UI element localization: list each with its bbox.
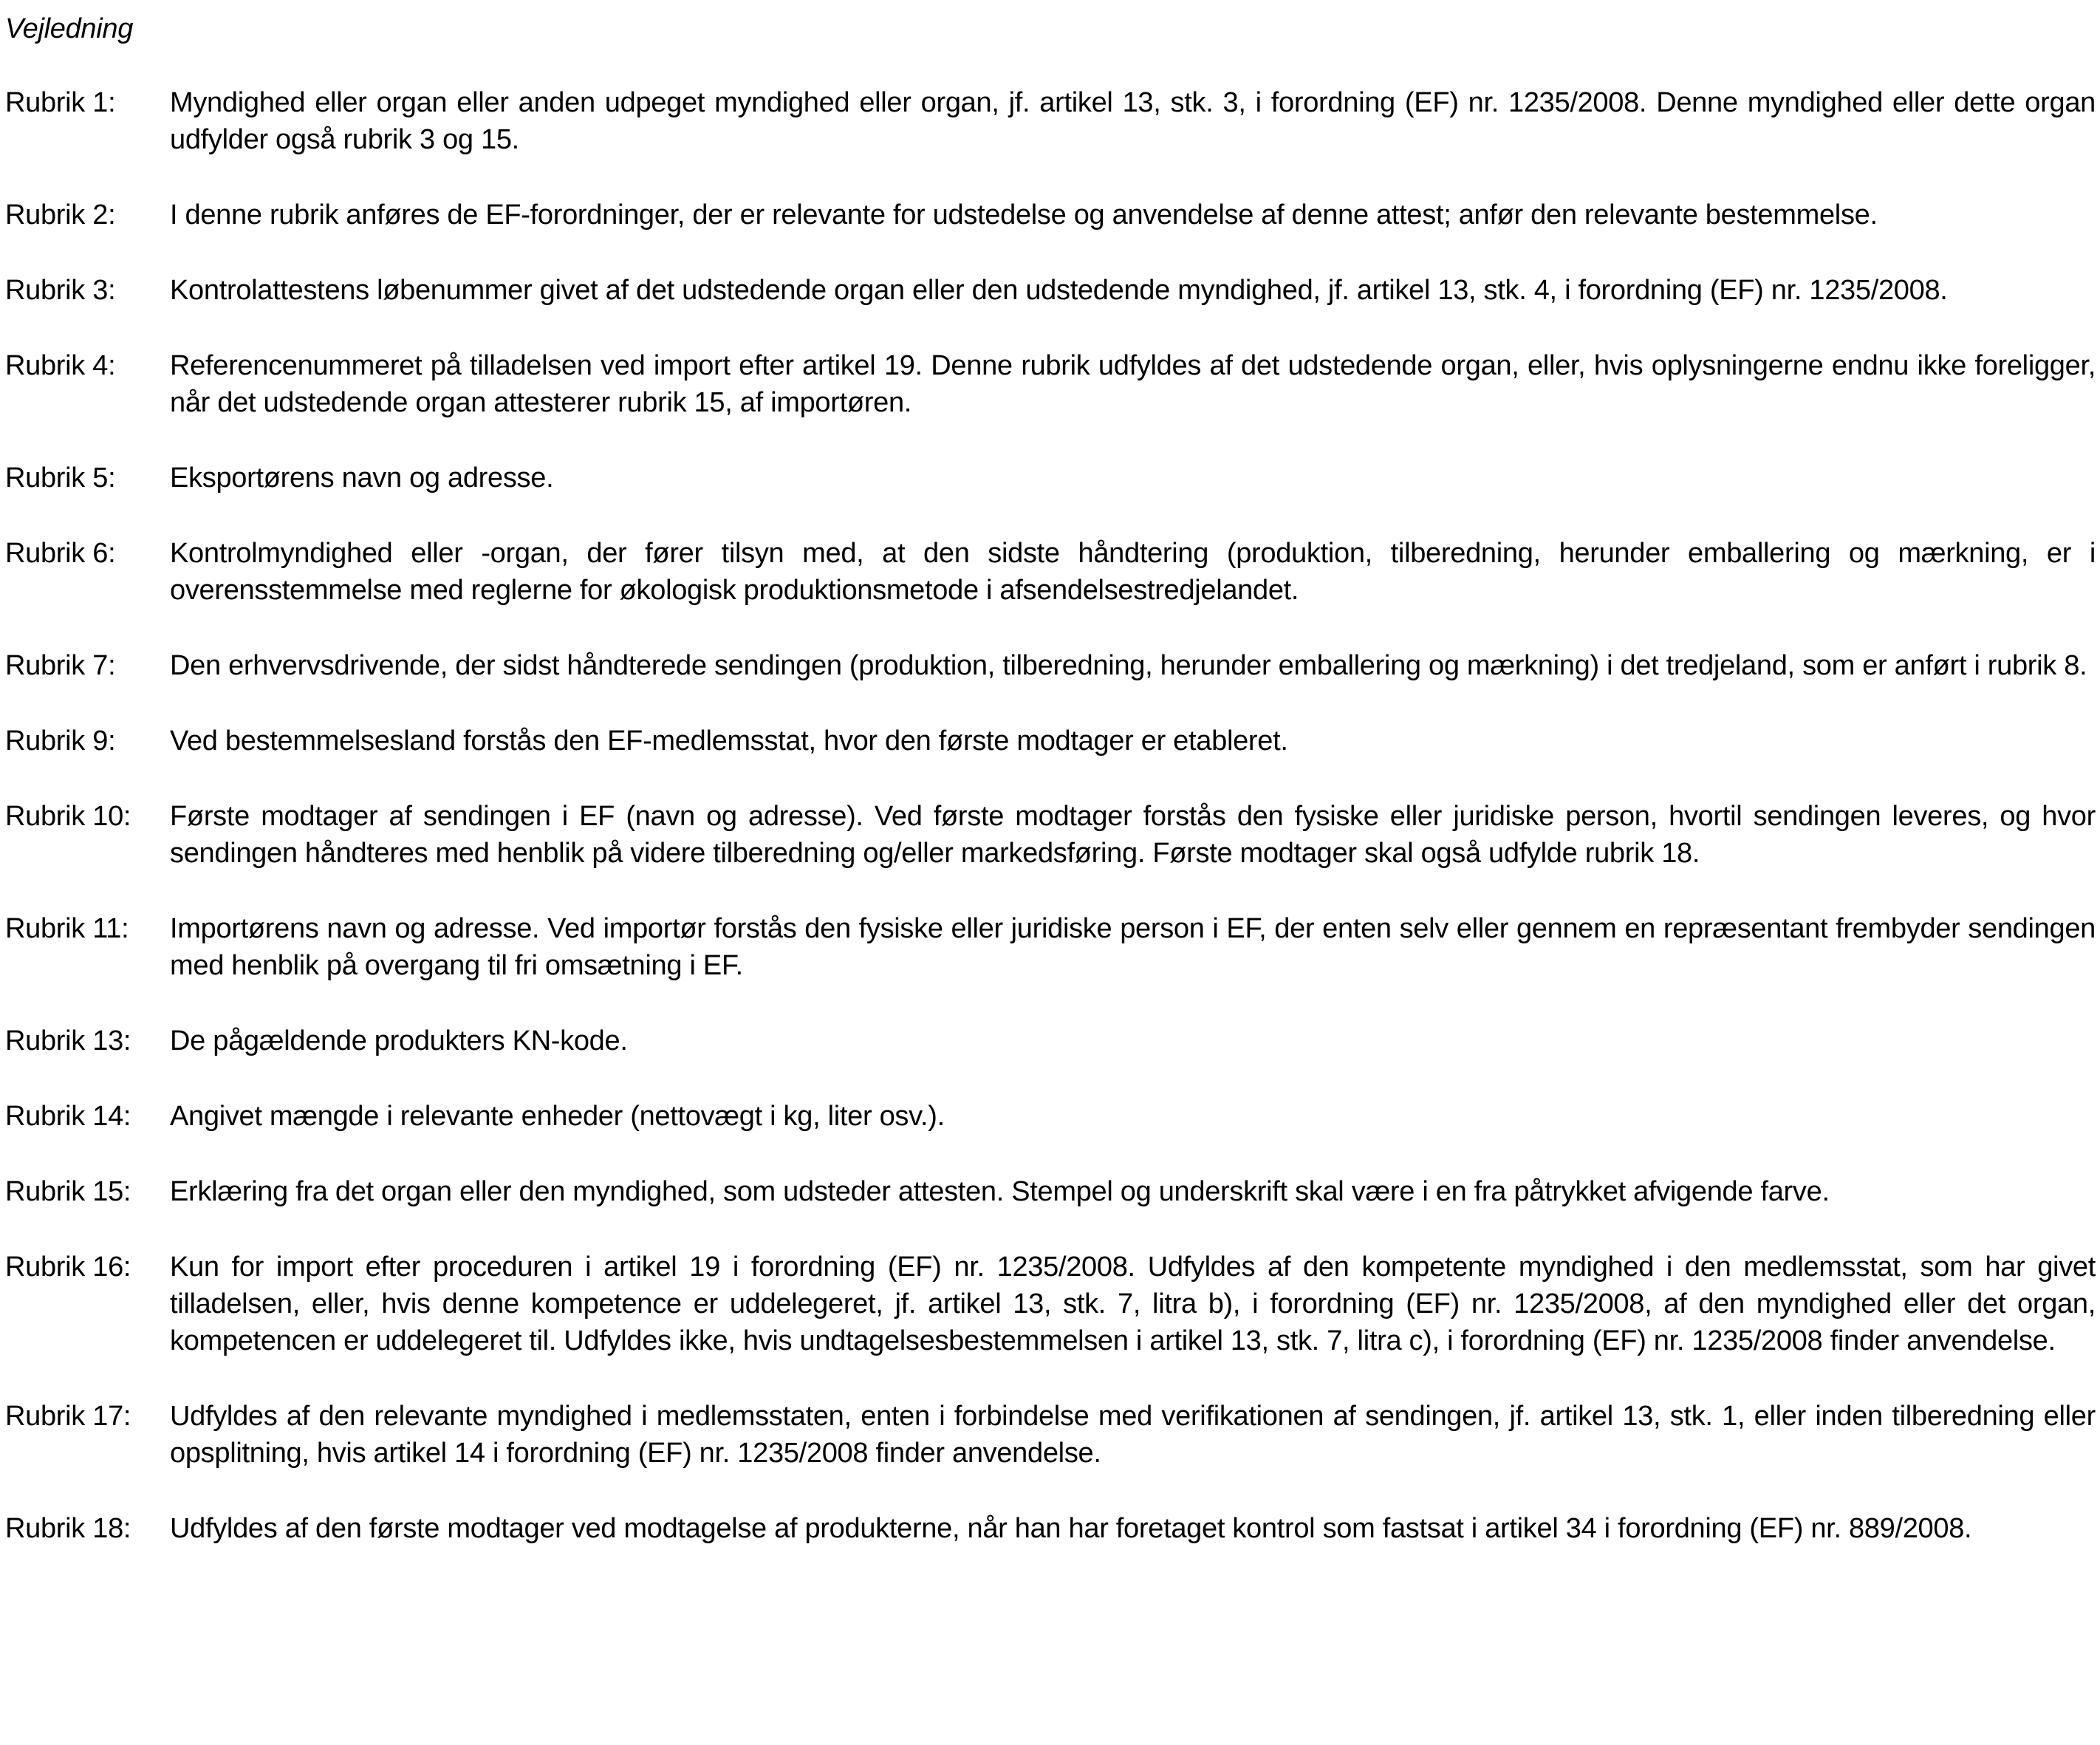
entry-label: Rubrik 17: xyxy=(5,1401,131,1432)
entry-text: Erklæring fra det organ eller den myndighed, som udsteder attesten. Stempel og underskrift skal være i en fra påtrykket afvigende farve. xyxy=(170,1176,1830,1207)
entry-label: Rubrik 16: xyxy=(5,1251,131,1283)
entry-text: Kontrolattestens løbenummer givet af det udstedende organ eller den udstedende myndighed, jf. artikel 13, stk. 4, i forordning (EF) nr. 1235/2008. xyxy=(170,275,1948,306)
entry-text: Den erhvervsdrivende, der sidst håndterede sendingen (produktion, tilberedning, herunder emballering og mærkning) i det tredjeland, som er anført i rubrik 8. xyxy=(170,650,2087,681)
guidance-entry-rubrik-3 xyxy=(5,272,2096,309)
guidance-entry-rubrik-5 xyxy=(5,460,2096,496)
entry-label: Rubrik 4: xyxy=(5,350,116,381)
entry-label: Rubrik 3: xyxy=(5,275,116,306)
entry-text: Udfyldes af den første modtager ved modtagelse af produkterne, når han har foretaget kontrol som fastsat i artikel 34 i forordning (EF) nr. 889/2008. xyxy=(170,1513,1972,1544)
entry-text: De pågældende produkters KN-kode. xyxy=(170,1025,628,1056)
entry-text: Angivet mængde i relevante enheder (nettovægt i kg, liter osv.). xyxy=(170,1101,945,1132)
guidance-entry-rubrik-9 xyxy=(5,723,2096,759)
entry-text: Kun for import efter proceduren i artikel 19 i forordning (EF) nr. 1235/2008. Udfyldes af den kompetente myndighed i den medlemsstat, som har givet tilladelsen, eller, hvis denne kompetence er uddelegeret, jf. artikel 13, stk. 7, litra b), i forordning (EF) nr. 1235/2008, af den myndighed eller det organ, kompetencen er uddelegeret til. Udfyldes ikke, hvis undtagelsesbestemmelsen i artikel 13, stk. 7, litra c), i forordning (EF) nr. 1235/2008 finder anvendelse. xyxy=(170,1251,2096,1356)
guidance-list xyxy=(5,84,2096,1547)
entry-label: Rubrik 15: xyxy=(5,1176,131,1207)
entry-label: Rubrik 18: xyxy=(5,1513,131,1544)
entry-text: Første modtager af sendingen i EF (navn og adresse). Ved første modtager forstås den fysiske eller juridiske person, hvortil sendingen leveres, og hvor sendingen håndteres med henblik på videre tilberedning og/eller markedsføring. Første modtager skal også udfylde rubrik 18. xyxy=(170,801,2096,869)
guidance-entry-rubrik-17 xyxy=(5,1398,2096,1472)
guidance-entry-rubrik-6 xyxy=(5,535,2096,609)
entry-label: Rubrik 14: xyxy=(5,1101,131,1132)
guidance-entry-rubrik-15 xyxy=(5,1173,2096,1210)
entry-label: Rubrik 11: xyxy=(5,913,129,944)
guidance-entry-rubrik-10 xyxy=(5,798,2096,872)
entry-text: Referencenummeret på tilladelsen ved import efter artikel 19. Denne rubrik udfyldes af det udstedende organ, eller, hvis oplysningerne endnu ikke foreligger, når det udstedende organ attesterer rubrik 15, af importøren. xyxy=(170,350,2096,418)
guidance-entry-rubrik-1 xyxy=(5,84,2096,158)
entry-label: Rubrik 6: xyxy=(5,538,116,569)
entry-label: Rubrik 7: xyxy=(5,650,116,681)
entry-label: Rubrik 10: xyxy=(5,801,131,832)
guidance-entry-rubrik-13 xyxy=(5,1022,2096,1059)
guidance-entry-rubrik-2 xyxy=(5,197,2096,233)
guidance-entry-rubrik-18 xyxy=(5,1510,2096,1547)
guidance-entry-rubrik-7 xyxy=(5,647,2096,684)
guidance-entry-rubrik-11 xyxy=(5,910,2096,984)
entry-text: I denne rubrik anføres de EF-forordninger, der er relevante for udstedelse og anvendelse af denne attest; anfør den relevante bestemmelse. xyxy=(170,199,1878,230)
entry-text: Ved bestemmelsesland forstås den EF-medlemsstat, hvor den første modtager er etableret. xyxy=(170,725,1288,757)
guidance-entry-rubrik-16 xyxy=(5,1249,2096,1359)
entry-text: Kontrolmyndighed eller -organ, der fører tilsyn med, at den sidste håndtering (produktion, tilberedning, herunder emballering og mærkning, er i overensstemmelse med reglerne for økologisk produktionsmetode i afsendelsestredjelandet. xyxy=(170,538,2096,606)
entry-label: Rubrik 9: xyxy=(5,725,116,757)
entry-text: Importørens navn og adresse. Ved importør forstås den fysiske eller juridiske person i EF, der enten selv eller gennem en repræsentant frembyder sendingen med henblik på overgang til fri omsætning i EF. xyxy=(170,913,2096,981)
entry-label: Rubrik 13: xyxy=(5,1025,131,1056)
document-title: Vejledning xyxy=(5,13,134,44)
guidance-entry-rubrik-4 xyxy=(5,347,2096,421)
entry-label: Rubrik 5: xyxy=(5,462,116,494)
entry-label: Rubrik 2: xyxy=(5,199,116,230)
entry-text: Myndighed eller organ eller anden udpeget myndighed eller organ, jf. artikel 13, stk. 3, i forordning (EF) nr. 1235/2008. Denne myndighed eller dette organ udfylder også rubrik 3 og 15. xyxy=(170,87,2096,155)
guidance-entry-rubrik-14 xyxy=(5,1098,2096,1135)
entry-text: Udfyldes af den relevante myndighed i medlemsstaten, enten i forbindelse med verifikationen af sendingen, jf. artikel 13, stk. 1, eller inden tilberedning eller opsplitning, hvis artikel 14 i forordning (EF) nr. 1235/2008 finder anvendelse. xyxy=(170,1401,2096,1469)
entry-label: Rubrik 1: xyxy=(5,87,116,118)
entry-text: Eksportørens navn og adresse. xyxy=(170,462,554,494)
